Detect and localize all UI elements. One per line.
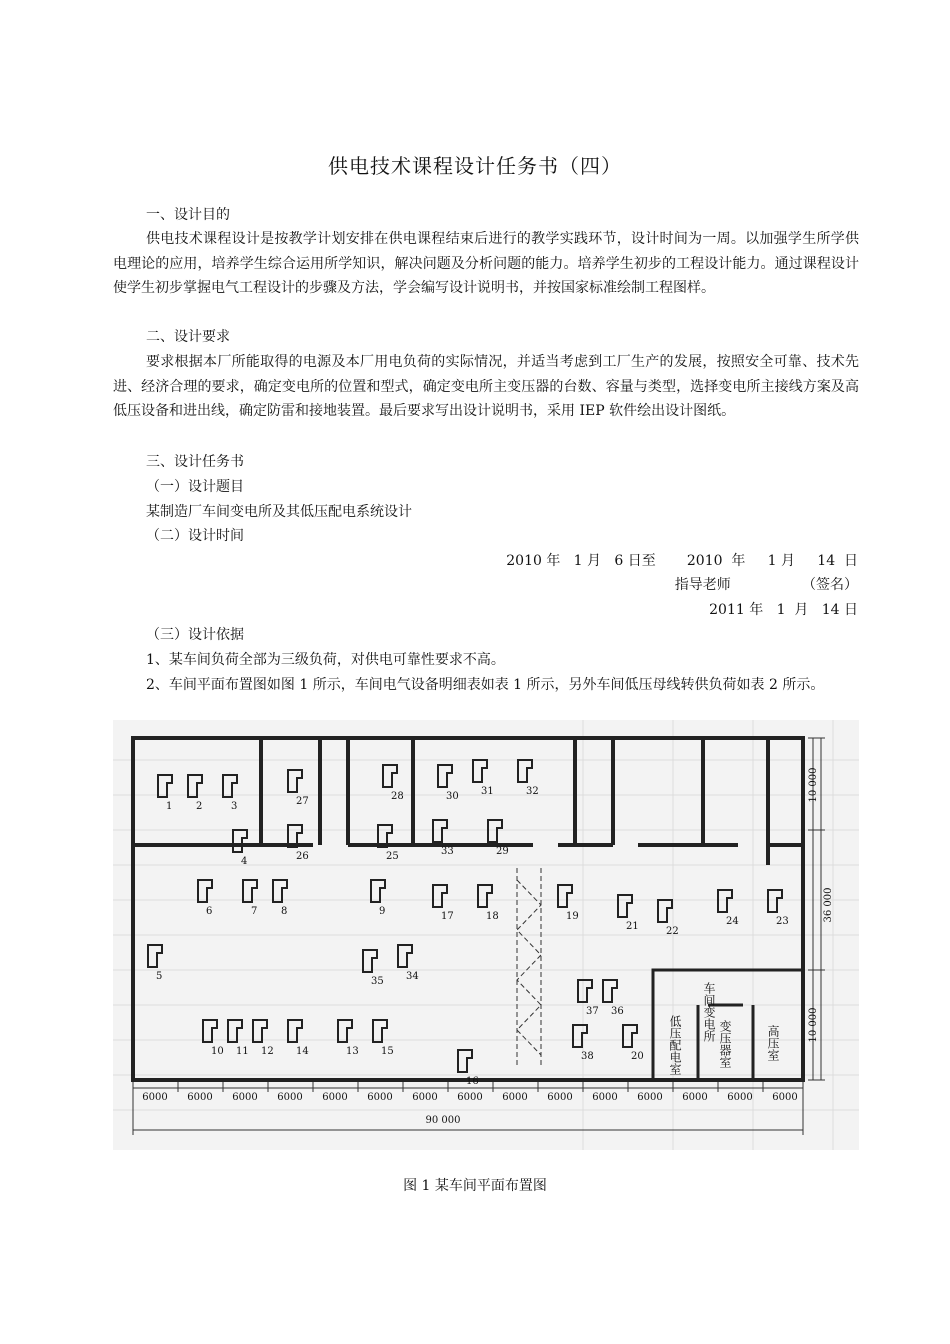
machine-symbol <box>288 770 302 792</box>
section-2-body: 要求根据本厂所能取得的电源及本厂用电负荷的实际情况，并适当考虑到工厂生产的发展，按照安全可靠、技术先进、经济合理的要求，确定变电所的位置和型式，确定变电所主变压器的台数、容量与类型，选择变电所主接线方案及高低压设备和进出线，确定防雷和接地装置。最后要求写出设计说明书，采用 IEP 软件绘出设计图纸。 <box>113 354 859 419</box>
dim-6000-labels <box>142 1092 797 1103</box>
machine-label: 27 <box>296 796 309 807</box>
machine-symbol <box>228 1020 242 1042</box>
dim-10000-top: 10 000 <box>808 767 819 803</box>
machine-symbol <box>438 765 452 787</box>
workshop-floor-plan <box>113 720 859 1150</box>
section-1-body: 供电技术课程设计是按教学计划安排在供电课程结束后进行的教学实践环节，设计时间为一周。以加强学生所学供电理论的应用，培养学生综合运用所学知识，解决问题及分析问题的能力。培养学生初步的工程设计能力。通过课程设计使学生初步掌握电气工程设计的步骤及方法，学会编写设计说明书，并按国家标准绘制工程图样。 <box>113 231 859 296</box>
machine-label: 29 <box>496 846 509 857</box>
machine-label: 38 <box>581 1051 594 1062</box>
section-2-heading: 二、设计要求 <box>146 329 230 345</box>
machine-symbol <box>658 900 672 922</box>
machine-symbol <box>518 760 532 782</box>
machine-symbol <box>458 1050 472 1072</box>
machine-label: 12 <box>261 1046 274 1057</box>
machine-label: 14 <box>296 1046 309 1057</box>
machine-label: 31 <box>481 786 494 797</box>
dim-6000-label: 6000 <box>457 1092 483 1103</box>
machine-symbol <box>623 1025 637 1047</box>
machine-label: 19 <box>566 911 579 922</box>
machine-label: 3 <box>231 801 238 812</box>
section-3-heading: 三、设计任务书 <box>146 454 244 470</box>
machine-label: 24 <box>726 916 739 927</box>
machine-symbol <box>198 880 212 902</box>
machine-symbol <box>473 760 487 782</box>
machine-symbol <box>253 1020 267 1042</box>
machine-symbol <box>718 890 732 912</box>
machine-symbol <box>373 1020 387 1042</box>
machine-symbol <box>768 890 782 912</box>
figure-caption: 图 1 某车间平面布置图 <box>403 1178 547 1194</box>
dim-6000-label: 6000 <box>637 1092 663 1103</box>
machine-label: 4 <box>241 856 248 867</box>
machine-label: 35 <box>371 976 384 987</box>
machine-symbol <box>433 820 447 842</box>
machine-symbol <box>618 895 632 917</box>
machine-symbol <box>233 830 247 852</box>
machine-label: 28 <box>391 791 404 802</box>
dim-90000: 90 000 <box>425 1115 461 1126</box>
machine-label: 21 <box>626 921 639 932</box>
machine-label: 36 <box>611 1006 624 1017</box>
machine-symbol <box>148 945 162 967</box>
room-hv-label: 高压室 <box>766 1025 780 1061</box>
machine-symbol <box>203 1020 217 1042</box>
room-transformer-label: 变压器室 <box>718 1020 732 1068</box>
machine-symbol <box>558 885 572 907</box>
subsection-basis-heading: （三）设计依据 <box>146 627 244 643</box>
machine-label: 17 <box>441 911 454 922</box>
dim-10000-bottom: 10 000 <box>808 1007 819 1043</box>
machine-label: 16 <box>466 1076 479 1087</box>
machine-label: 7 <box>251 906 258 917</box>
machine-symbol <box>243 880 257 902</box>
design-topic: 某制造厂车间变电所及其低压配电系统设计 <box>146 504 412 520</box>
dim-6000-label: 6000 <box>322 1092 348 1103</box>
signature-date: 2011 年 1 月 14 日 <box>709 602 858 618</box>
dim-6000-label: 6000 <box>142 1092 168 1103</box>
machine-label: 32 <box>526 786 539 797</box>
machine-label: 18 <box>486 911 499 922</box>
machine-symbol <box>363 950 377 972</box>
dim-6000-label: 6000 <box>367 1092 393 1103</box>
document-title: 供电技术课程设计任务书（四） <box>328 154 622 178</box>
machine-label: 26 <box>296 851 309 862</box>
machine-label: 25 <box>386 851 399 862</box>
machine-label: 33 <box>441 846 454 857</box>
machine-symbol <box>478 885 492 907</box>
machine-symbol <box>188 775 202 797</box>
dim-6000-label: 6000 <box>502 1092 528 1103</box>
machine-label: 37 <box>586 1006 599 1017</box>
machine-label: 20 <box>631 1051 644 1062</box>
machine-label: 13 <box>346 1046 359 1057</box>
subsection-time-heading: （二）设计时间 <box>146 528 244 544</box>
machine-label: 9 <box>379 906 386 917</box>
machine-symbol <box>488 820 502 842</box>
machine-symbol <box>338 1020 352 1042</box>
instructor-signature-line: 指导老师 （签名） <box>674 577 858 593</box>
machine-labels <box>156 786 789 1087</box>
machine-label: 23 <box>776 916 789 927</box>
dim-6000-label: 6000 <box>592 1092 618 1103</box>
machine-label: 15 <box>381 1046 394 1057</box>
dim-6000-label: 6000 <box>682 1092 708 1103</box>
machine-symbol <box>158 775 172 797</box>
dim-36000: 36 000 <box>823 887 834 923</box>
dim-6000-label: 6000 <box>187 1092 213 1103</box>
room-substation-label: 车间变电所 <box>702 982 716 1042</box>
dim-6000-label: 6000 <box>277 1092 303 1103</box>
basis-item-2: 2、车间平面布置图如图 1 所示，车间电气设备明细表如表 1 所示，另外车间低压母线转供负荷如表 2 所示。 <box>146 677 825 693</box>
machine-symbol <box>383 765 397 787</box>
section-1-heading: 一、设计目的 <box>146 207 230 223</box>
machine-label: 11 <box>236 1046 249 1057</box>
machine-symbol <box>578 980 592 1002</box>
dim-6000-label: 6000 <box>727 1092 753 1103</box>
dim-6000-label: 6000 <box>232 1092 258 1103</box>
machine-symbol <box>371 880 385 902</box>
machine-label: 22 <box>666 926 679 937</box>
machine-label: 1 <box>166 801 173 812</box>
machine-symbol <box>273 880 287 902</box>
dim-6000-label: 6000 <box>772 1092 798 1103</box>
machine-symbols <box>148 760 782 1072</box>
dim-6000-label: 6000 <box>412 1092 438 1103</box>
machine-label: 10 <box>211 1046 224 1057</box>
machine-label: 30 <box>446 791 459 802</box>
machine-label: 5 <box>156 971 163 982</box>
subsection-topic-heading: （一）设计题目 <box>146 479 244 495</box>
machine-label: 34 <box>406 971 419 982</box>
machine-symbol <box>398 945 412 967</box>
dim-6000-label: 6000 <box>547 1092 573 1103</box>
basis-item-1: 1、某车间负荷全部为三级负荷，对供电可靠性要求不高。 <box>146 652 505 668</box>
machine-symbol <box>573 1025 587 1047</box>
machine-label: 8 <box>281 906 288 917</box>
floor-plan-drawing <box>113 720 859 1150</box>
machine-symbol <box>223 775 237 797</box>
machine-label: 6 <box>206 906 213 917</box>
room-lv-distribution-label: 低压配电室 <box>668 1015 682 1075</box>
machine-label: 2 <box>196 801 203 812</box>
machine-symbol <box>288 1020 302 1042</box>
design-date-range: 2010 年 1 月 6 日至 2010 年 1 月 14 日 <box>506 553 858 569</box>
machine-symbol <box>603 980 617 1002</box>
machine-symbol <box>433 885 447 907</box>
